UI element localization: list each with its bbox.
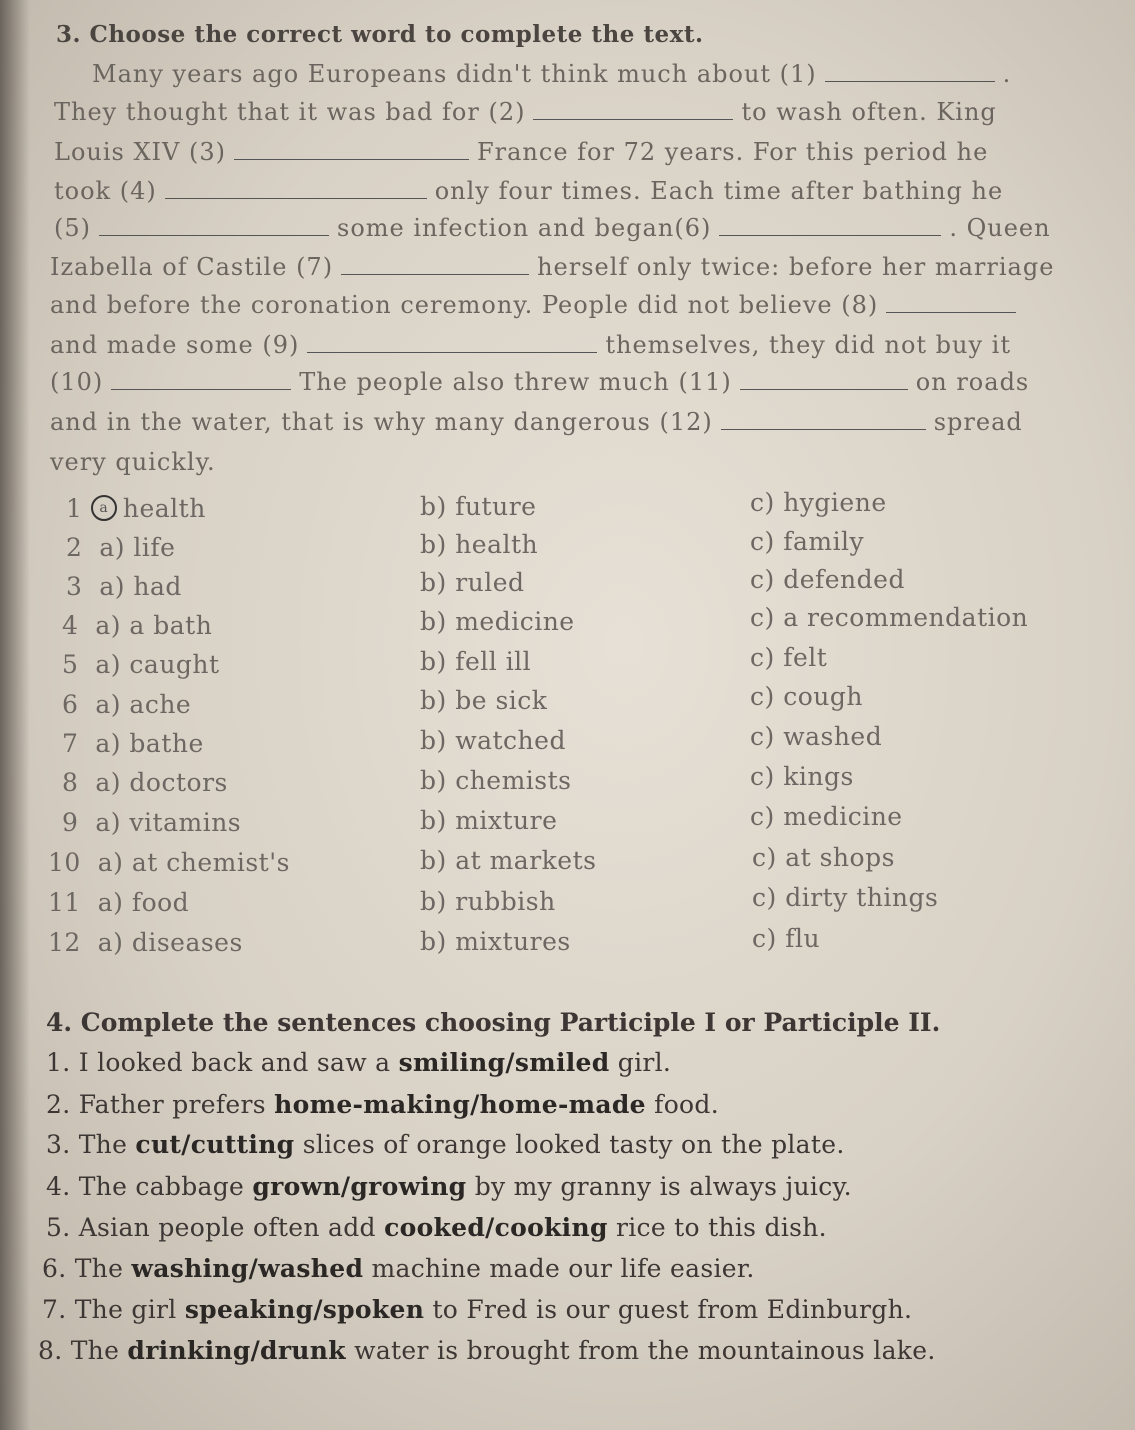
option-a[interactable]: a) vitamins bbox=[95, 808, 242, 837]
option-b[interactable]: b) mixtures bbox=[420, 927, 571, 956]
option-b[interactable]: b) be sick bbox=[420, 686, 548, 715]
option-c[interactable]: c) family bbox=[750, 527, 865, 556]
page-shadow bbox=[0, 0, 30, 1430]
option-row-4: 4 a) a bath bbox=[62, 611, 213, 640]
option-c[interactable]: c) a recommendation bbox=[750, 603, 1029, 632]
option-a[interactable]: a) life bbox=[99, 533, 176, 562]
circled-answer-mark: a bbox=[91, 495, 117, 521]
text-line-11: very quickly. bbox=[50, 448, 216, 476]
option-b[interactable]: b) rubbish bbox=[420, 887, 556, 916]
option-c[interactable]: c) kings bbox=[750, 762, 854, 791]
option-row-7: 7 a) bathe bbox=[62, 729, 204, 758]
option-a[interactable]: a) doctors bbox=[95, 768, 228, 797]
option-c[interactable]: c) dirty things bbox=[752, 883, 939, 912]
text-line-5: (5) some infection and began(6) . Queen bbox=[54, 214, 1051, 242]
participle-choice[interactable]: smiling/smiled bbox=[398, 1048, 610, 1077]
option-b[interactable]: b) at markets bbox=[420, 846, 597, 875]
option-row-11: 11 a) food bbox=[48, 888, 190, 917]
sentence-7: 7. The girl speaking/spoken to Fred is our guest from Edinburgh. bbox=[42, 1295, 913, 1324]
option-row-1: 1 a health bbox=[66, 494, 206, 523]
option-row-6: 6 a) ache bbox=[62, 690, 192, 719]
blank-8[interactable] bbox=[886, 311, 1016, 313]
blank-11[interactable] bbox=[740, 388, 908, 390]
participle-choice[interactable]: drinking/drunk bbox=[127, 1336, 346, 1365]
sentence-3: 3. The cut/cutting slices of orange looked tasty on the plate. bbox=[46, 1130, 845, 1159]
option-c[interactable]: c) defended bbox=[750, 565, 905, 594]
option-row-12: 12 a) diseases bbox=[48, 928, 243, 957]
option-a[interactable]: a) food bbox=[97, 888, 190, 917]
exercise-4-title: 4. Complete the sentences choosing Participle I or Participle II. bbox=[46, 1008, 941, 1037]
participle-choice[interactable]: cooked/cooking bbox=[384, 1213, 608, 1242]
exercise-3-heading: 3. Choose the correct word to complete the text. bbox=[56, 21, 704, 48]
blank-5[interactable] bbox=[99, 234, 329, 236]
text-line-6: Izabella of Castile (7) herself only twice: before her marriage bbox=[50, 253, 1055, 281]
option-a[interactable]: a) a bath bbox=[95, 611, 213, 640]
option-row-5: 5 a) caught bbox=[62, 650, 220, 679]
option-c[interactable]: c) flu bbox=[752, 924, 821, 953]
text-line-8: and made some (9) themselves, they did not buy it bbox=[50, 331, 1011, 359]
sentence-6: 6. The washing/washed machine made our life easier. bbox=[42, 1254, 755, 1283]
option-a[interactable]: a) caught bbox=[95, 650, 220, 679]
sentence-5: 5. Asian people often add cooked/cooking rice to this dish. bbox=[46, 1213, 827, 1242]
option-b[interactable]: b) chemists bbox=[420, 766, 572, 795]
blank-12[interactable] bbox=[721, 428, 926, 430]
blank-2[interactable] bbox=[533, 118, 733, 120]
option-b[interactable]: b) mixture bbox=[420, 806, 558, 835]
option-b[interactable]: b) watched bbox=[420, 726, 566, 755]
sentence-1: 1. I looked back and saw a smiling/smiled girl. bbox=[46, 1048, 672, 1077]
text-line-10: and in the water, that is why many dangerous (12) spread bbox=[50, 408, 1023, 436]
option-a[interactable]: a) bathe bbox=[95, 729, 204, 758]
text-line-3: Louis XIV (3) France for 72 years. For this period he bbox=[54, 138, 989, 166]
participle-choice[interactable]: cut/cutting bbox=[135, 1130, 295, 1159]
option-b[interactable]: b) health bbox=[420, 530, 539, 559]
option-c[interactable]: c) washed bbox=[750, 722, 883, 751]
participle-choice[interactable]: speaking/spoken bbox=[184, 1295, 425, 1324]
exercise-3-title bbox=[56, 20, 703, 48]
option-row-10: 10 a) at chemist's bbox=[48, 848, 290, 877]
blank-10[interactable] bbox=[111, 388, 291, 390]
option-row-9: 9 a) vitamins bbox=[62, 808, 242, 837]
text-line-4: took (4) only four times. Each time after bathing he bbox=[54, 177, 1004, 205]
option-row-3: 3 a) had bbox=[66, 572, 182, 601]
text-line-2: They thought that it was bad for (2) to wash often. King bbox=[54, 98, 997, 126]
blank-6[interactable] bbox=[719, 234, 941, 236]
blank-4[interactable] bbox=[165, 197, 427, 199]
participle-choice[interactable]: home-making/home-made bbox=[274, 1090, 646, 1119]
blank-7[interactable] bbox=[341, 273, 529, 275]
participle-choice[interactable]: grown/growing bbox=[252, 1172, 467, 1201]
option-a[interactable]: a) had bbox=[99, 572, 182, 601]
blank-9[interactable] bbox=[307, 351, 597, 353]
option-c[interactable]: c) hygiene bbox=[750, 488, 887, 517]
blank-3[interactable] bbox=[234, 158, 469, 160]
text-line-1: Many years ago Europeans didn't think much about (1) . bbox=[92, 60, 1012, 88]
option-b[interactable]: b) medicine bbox=[420, 607, 575, 636]
sentence-8: 8. The drinking/drunk water is brought from the mountainous lake. bbox=[38, 1336, 936, 1365]
option-a[interactable]: a) at chemist's bbox=[97, 848, 290, 877]
option-row-8: 8 a) doctors bbox=[62, 768, 228, 797]
option-a[interactable]: health bbox=[122, 494, 206, 523]
sentence-2: 2. Father prefers home-making/home-made food. bbox=[46, 1090, 719, 1119]
option-a[interactable]: a) ache bbox=[95, 690, 192, 719]
text-line-7: and before the coronation ceremony. People did not believe (8) bbox=[50, 291, 1024, 319]
blank-1[interactable] bbox=[825, 80, 995, 82]
option-b[interactable]: b) future bbox=[420, 492, 537, 521]
participle-choice[interactable]: washing/washed bbox=[131, 1254, 364, 1283]
sentence-4: 4. The cabbage grown/growing by my granny is always juicy. bbox=[46, 1172, 852, 1201]
option-row-2: 2 a) life bbox=[66, 533, 176, 562]
option-c[interactable]: c) medicine bbox=[750, 802, 903, 831]
text-line-9: (10) The people also threw much (11) on roads bbox=[50, 368, 1030, 396]
option-a[interactable]: a) diseases bbox=[97, 928, 243, 957]
option-b[interactable]: b) fell ill bbox=[420, 647, 532, 676]
option-c[interactable]: c) felt bbox=[750, 643, 828, 672]
option-b[interactable]: b) ruled bbox=[420, 568, 525, 597]
option-c[interactable]: c) cough bbox=[750, 682, 863, 711]
option-c[interactable]: c) at shops bbox=[752, 843, 895, 872]
